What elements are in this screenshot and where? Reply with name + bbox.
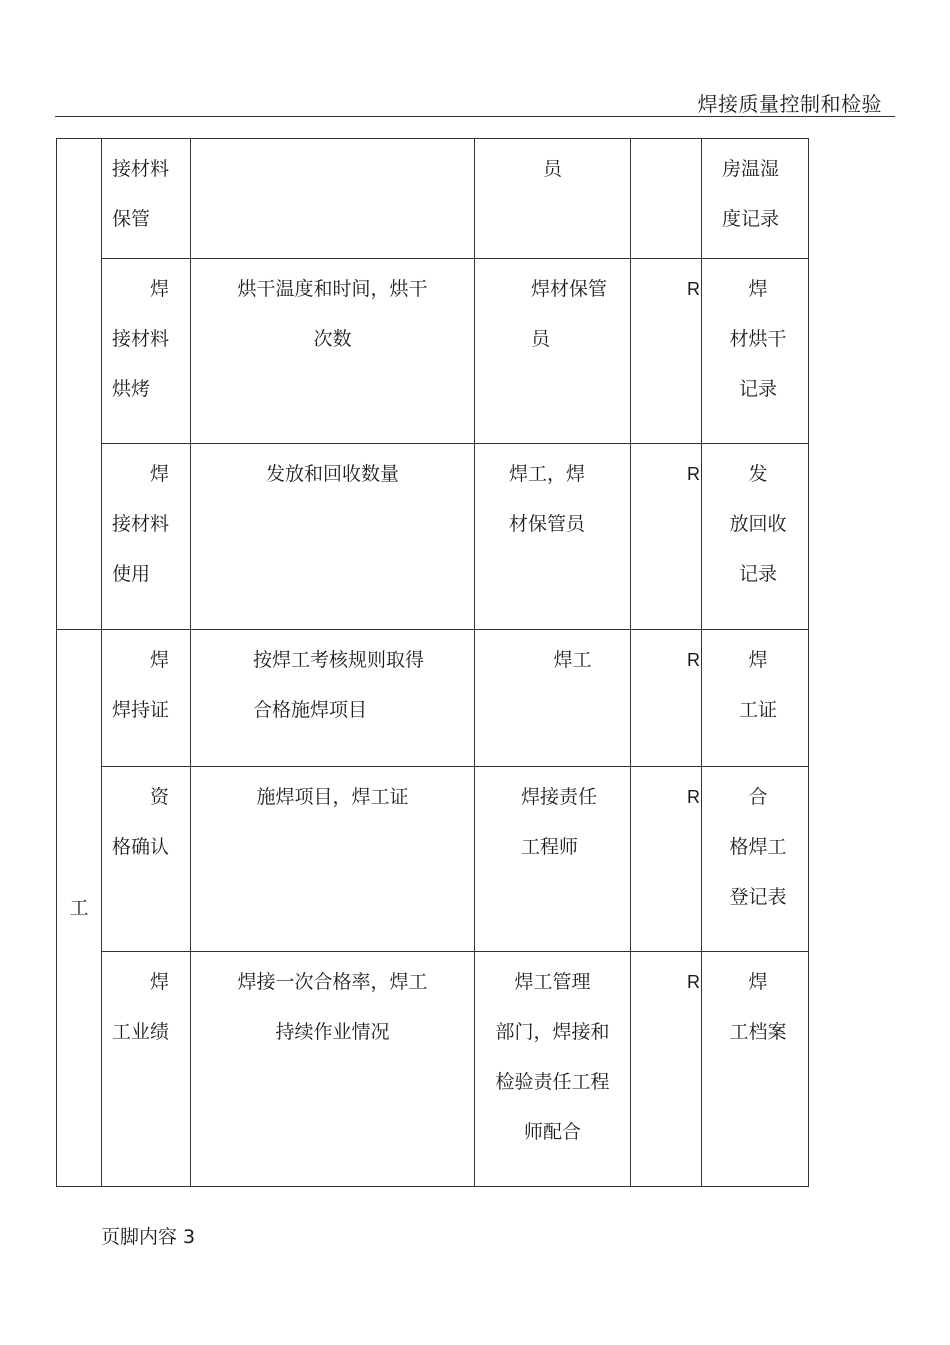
- mark-text: R: [687, 279, 700, 299]
- resp-text: 员: [542, 158, 562, 180]
- record-text: 焊 材烘干 记录: [729, 278, 787, 400]
- item-cell: [102, 952, 191, 1187]
- table-row: [57, 767, 809, 952]
- item-cell: [102, 259, 191, 444]
- content-text: 施焊项目，焊工证: [256, 786, 409, 808]
- content-cell: [191, 630, 475, 767]
- content-text: 烘干温度和时间，烘干 次数: [237, 278, 428, 350]
- record-cell: [702, 952, 809, 1187]
- resp-cell: [475, 259, 631, 444]
- content-cell: [191, 767, 475, 952]
- mark-text: R: [687, 787, 700, 807]
- content-cell: [191, 444, 475, 630]
- record-cell: [702, 630, 809, 767]
- record-cell: [702, 139, 809, 259]
- quality-control-table: [56, 138, 809, 1187]
- mark-cell: [631, 630, 702, 767]
- mark-text: [631, 139, 701, 144]
- content-cell: [191, 259, 475, 444]
- page-header-title: 焊接质量控制和检验: [697, 92, 882, 116]
- content-cell: [191, 139, 475, 259]
- resp-cell: [475, 767, 631, 952]
- resp-text: 焊工: [553, 649, 592, 671]
- group-label: 工: [69, 897, 89, 919]
- header-divider: [55, 116, 895, 117]
- table-row: [57, 259, 809, 444]
- mark-cell: [631, 444, 702, 630]
- resp-text: 焊工管理 部门，焊接和 检验责任工程 师配合: [495, 971, 610, 1143]
- item-cell: [102, 139, 191, 259]
- content-text: 发放和回收数量: [265, 463, 399, 485]
- page-footer: 页脚内容 3: [101, 1226, 196, 1248]
- item-text: 焊 接材料 烘烤: [112, 278, 170, 400]
- content-text: 按焊工考核规则取得 合格施焊项目: [253, 649, 425, 721]
- mark-cell: [631, 767, 702, 952]
- item-text: 焊 接材料 使用: [112, 463, 170, 585]
- mark-cell: [631, 139, 702, 259]
- item-cell: [102, 767, 191, 952]
- record-text: 焊 工证: [738, 649, 777, 721]
- table-row: [57, 444, 809, 630]
- table-row: [57, 139, 809, 259]
- resp-text: 焊工，焊 材保管员: [509, 463, 586, 535]
- group-cell-materials: [57, 139, 102, 630]
- table-row: [57, 630, 809, 767]
- item-cell: [102, 444, 191, 630]
- content-text: [191, 139, 474, 144]
- record-cell: [702, 259, 809, 444]
- record-cell: [702, 444, 809, 630]
- group-cell-welder: [57, 630, 102, 1187]
- content-cell: [191, 952, 475, 1187]
- mark-text: R: [687, 464, 700, 484]
- record-text: 发 放回收 记录: [729, 463, 787, 585]
- record-cell: [702, 767, 809, 952]
- record-text: 焊 工档案: [729, 971, 787, 1043]
- record-text: 合 格焊工 登记表: [729, 786, 787, 908]
- mark-cell: [631, 259, 702, 444]
- table-row: [57, 952, 809, 1187]
- resp-text: 焊接责任 工程师: [521, 786, 598, 858]
- item-text: 资 格确认: [112, 786, 170, 858]
- resp-text: 焊材保管 员: [531, 278, 608, 350]
- resp-cell: [475, 444, 631, 630]
- content-text: 焊接一次合格率，焊工 持续作业情况: [237, 971, 428, 1043]
- resp-cell: [475, 630, 631, 767]
- item-cell: [102, 630, 191, 767]
- resp-cell: [475, 139, 631, 259]
- item-text: 焊 焊持证: [112, 649, 170, 721]
- record-text: 房温湿 度记录: [722, 158, 780, 230]
- mark-cell: [631, 952, 702, 1187]
- item-text: 接材料 保管: [112, 158, 170, 230]
- mark-text: R: [687, 650, 700, 670]
- item-text: 焊 工业绩: [112, 971, 170, 1043]
- resp-cell: [475, 952, 631, 1187]
- mark-text: R: [687, 972, 700, 992]
